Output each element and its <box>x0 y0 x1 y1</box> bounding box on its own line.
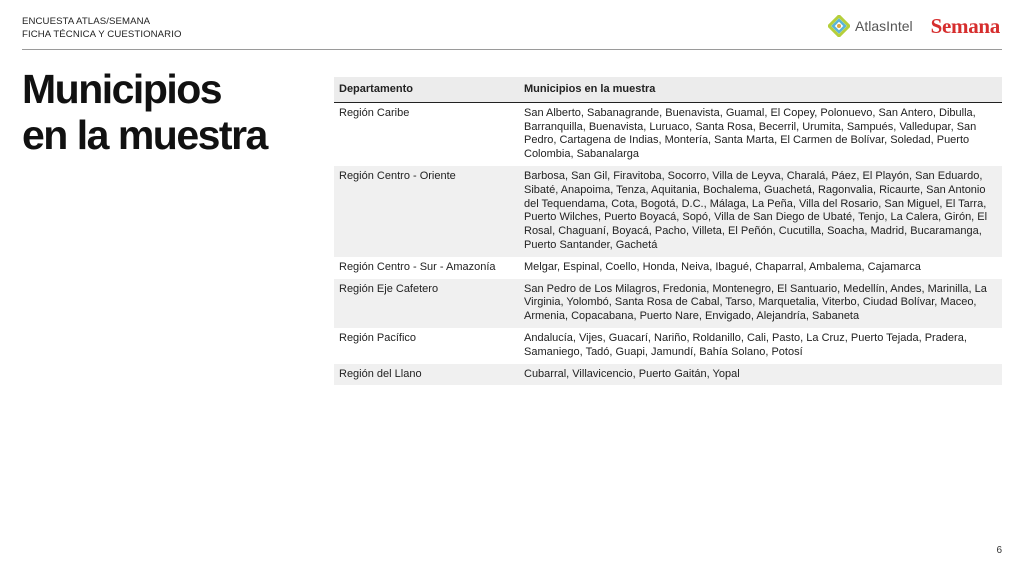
table-header-row <box>334 77 1002 102</box>
region-cell: Región Caribe <box>339 106 410 119</box>
title-line-1: Municipios <box>22 66 222 112</box>
atlasintel-logo <box>828 15 913 37</box>
municipalities-cell: Cubarral, Villavicencio, Puerto Gaitán, Yopal <box>519 364 1002 386</box>
column-header-department: Departamento <box>334 77 519 102</box>
municipalities-cell: Andalucía, Vijes, Guacarí, Nariño, Roldanillo, Cali, Pasto, La Cruz, Puerto Tejada, Pradera, Samaniego, Tadó, Guapi, Jamundí, Bahía Solano, Potosí <box>524 331 967 358</box>
header-text <box>22 15 182 41</box>
atlasintel-mark-icon <box>828 15 850 37</box>
region-cell: Región Pacífico <box>339 331 417 344</box>
municipalities-cell: San Pedro de Los Milagros, Fredonia, Montenegro, El Santuario, Medellín, Andes, Marinilla, La Virginia, Yolombó, Santa Rosa de Cabal, Tarso, Marquetalia, Viterbo, Ciudad Bolívar, Maceo, Armenia, Copacabana, Puerto Nare, Envigado, Alejandría, Sabaneta <box>519 279 1002 328</box>
region-cell: Región del Llano <box>334 364 519 386</box>
header-line-survey: ENCUESTA ATLAS/SEMANA <box>22 16 151 27</box>
municipalities-cell: San Alberto, Sabanagrande, Buenavista, Guamal, El Copey, Polonuevo, San Antero, Dibulla, Barranquilla, Buenavista, Luruaco, Santa Rosa, Becerril, Urumita, Sampués, Valledupar, San Pedro, Cartagena de Indias, Montería, Santa Marta, El Carmen de Bolívar, Soledad, Puerto Colombia, Sabanalarga <box>524 106 977 161</box>
semana-logo: Semana <box>930 13 1000 38</box>
title-line-2: en la muestra <box>22 112 267 158</box>
header-line-sheet: FICHA TÉCNICA Y CUESTIONARIO <box>22 29 182 40</box>
table-row <box>334 364 1002 386</box>
region-cell: Región Eje Cafetero <box>334 279 519 328</box>
table-row <box>334 257 1002 279</box>
header-divider <box>22 49 1002 50</box>
page-number: 6 <box>996 545 1002 556</box>
region-cell: Región Centro - Sur - Amazonía <box>339 260 496 273</box>
page-title <box>22 66 312 158</box>
logos <box>828 12 1000 40</box>
column-header-municipalities: Municipios en la muestra <box>519 77 1002 102</box>
municipalities-cell: Melgar, Espinal, Coello, Honda, Neiva, Ibagué, Chaparral, Ambalema, Cajamarca <box>524 260 921 273</box>
municipalities-table <box>334 77 1002 385</box>
table-row <box>334 166 1002 257</box>
atlasintel-logo-text: AtlasIntel <box>855 18 913 34</box>
municipalities-cell: Barbosa, San Gil, Firavitoba, Socorro, Villa de Leyva, Charalá, Páez, El Playón, San Eduardo, Sibaté, Anapoima, Tenza, Aquitania, Bochalema, Guachetá, Ragonvalia, Ricaurte, San Antonio del Tequendama, Cota, Bogotá, D.C., Málaga, La Peña, Villa del Rosario, San Miguel, El Tarra, Puerto Wilches, Puerto Boyacá, Sopó, Villa de San Diego de Ubaté, Tenjo, La Calera, Girón, El Rosal, Chaguaní, Boyacá, Pacho, Villeta, El Peñón, Cucutilla, Soacha, Madrid, Bucaramanga, Puerto Santander, Gachetá <box>519 166 1002 257</box>
table-row <box>334 102 1002 166</box>
table-row <box>334 279 1002 328</box>
table-row <box>334 328 1002 364</box>
region-cell: Región Centro - Oriente <box>334 166 519 257</box>
